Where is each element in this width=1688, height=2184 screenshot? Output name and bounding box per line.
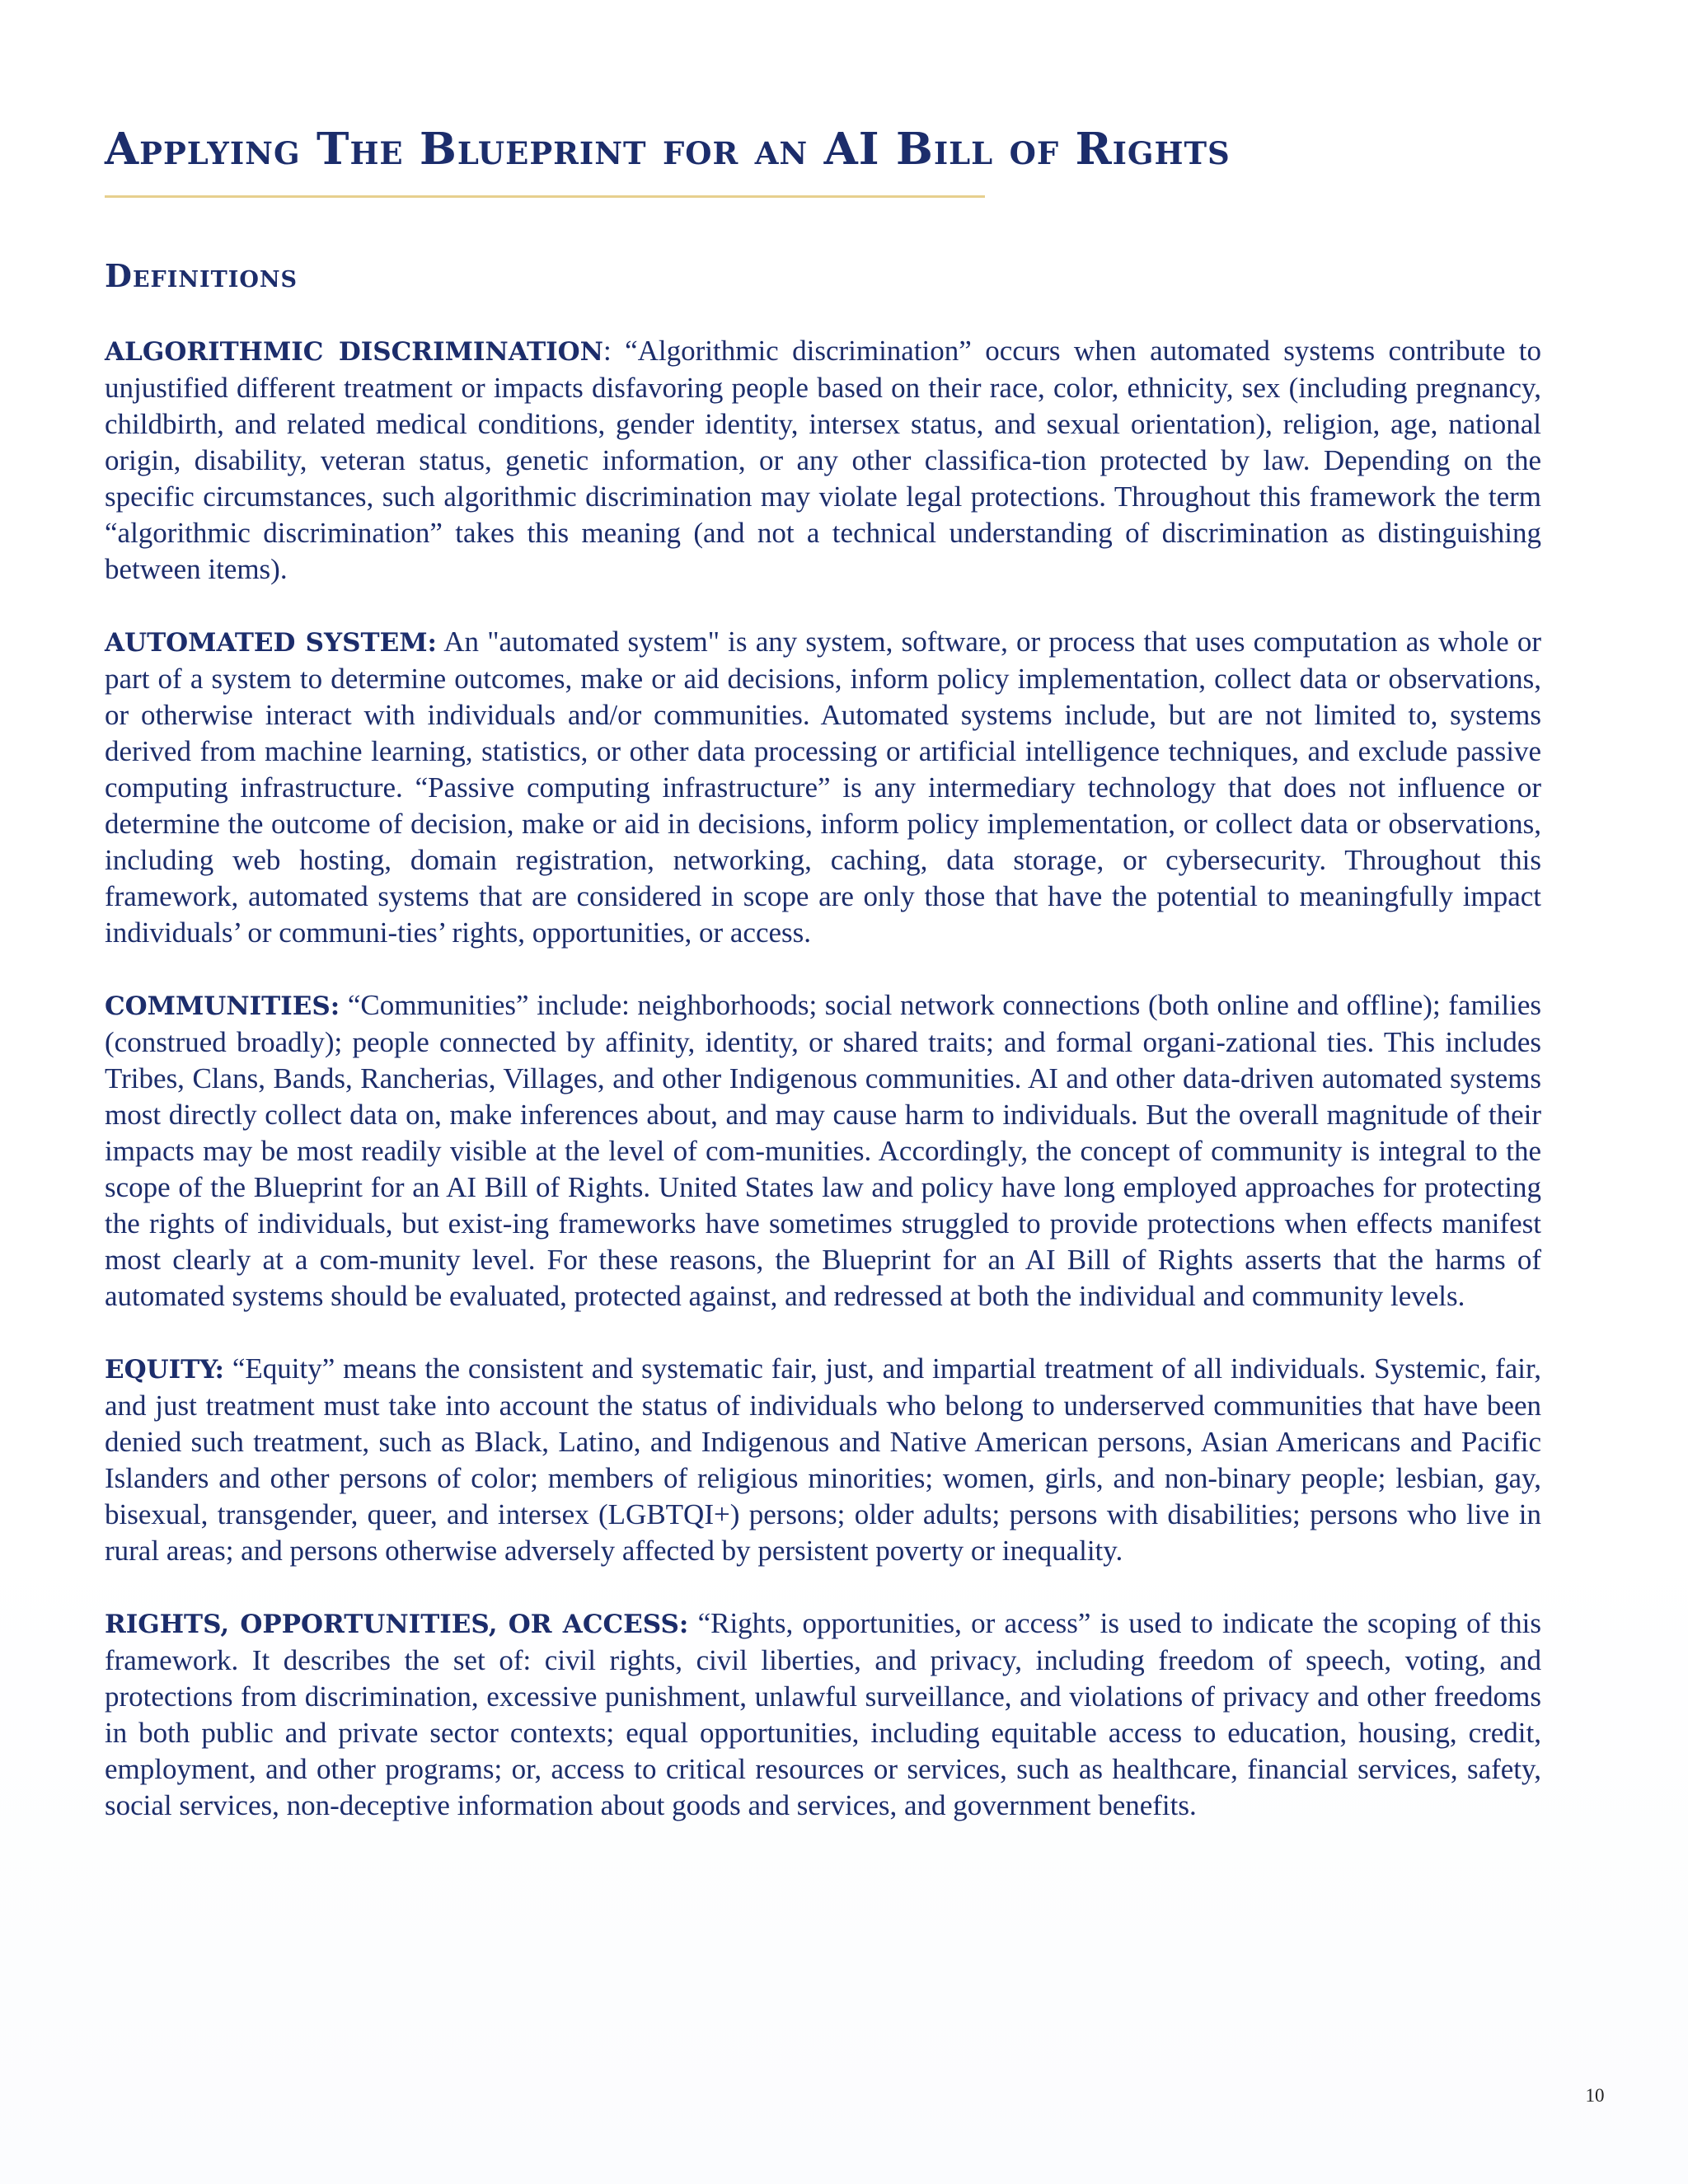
definition-text: “Communities” include: neighborhoods; social network connections (both online and offline); families (construed broadly); people connected by affinity, identity, or shared traits; and formal organi-zational ties. This includes Tribes, Clans, Bands, Rancherias, Villages, and other Indigenous communities. AI and other data-driven automated systems most directly collect data on, make inferences about, and may cause harm to individuals. But the overall magnitude of their impacts may be most readily visible at the level of com-munities. Accordingly, the concept of community is integral to the scope of the Blueprint for an AI Bill of Rights. United States law and policy have long employed approaches for protecting the rights of individuals, but exist-ing frameworks have sometimes struggled to provide protections when effects manifest most clearly at a com-munity level. For these reasons, the Blueprint for an AI Bill of Rights asserts that the harms of automated systems should be evaluated, protected against, and redressed at both the individual and community levels. bbox=[105, 989, 1542, 1312]
definition-automated-system bbox=[105, 624, 1541, 951]
definition-text: “Rights, opportunities, or access” is used to indicate the scoping of this framework. It describes the set of: civil rights, civil liberties, and privacy, including freedom of speech, voting, and protections from discrimination, excessive punishment, unlawful surveillance, and violations of privacy and other freedoms in both public and private sector contexts; equal opportunities, including equitable access to education, housing, credit, employment, and other programs; or, access to critical resources or services, such as healthcare, financial services, safety, social services, non-deceptive information about goods and services, and government benefits. bbox=[105, 1607, 1542, 1821]
title-underline-rule bbox=[105, 195, 985, 198]
definition-term: ALGORITHMIC DISCRIMINATION bbox=[105, 337, 603, 367]
definition-communities bbox=[105, 987, 1541, 1315]
definition-term: COMMUNITIES: bbox=[105, 991, 340, 1021]
page-number: 10 bbox=[1585, 2085, 1605, 2106]
definition-algorithmic-discrimination bbox=[105, 333, 1541, 588]
definition-separator: : bbox=[603, 335, 626, 367]
definition-separator bbox=[340, 989, 348, 1021]
definition-term: AUTOMATED SYSTEM: bbox=[105, 628, 437, 658]
definition-text: “Algorithmic discrimination” occurs when automated systems contribute to unjustified different treatment or impacts disfavoring people based on their race, color, ethnicity, sex (including pregnancy, childbirth, and related medical conditions, gender identity, intersex status, and sexual orientation), religion, age, national origin, disability, veteran status, genetic information, or any other classifica-tion protected by law. Depending on the specific circumstances, such algorithmic discrimination may violate legal protections. Throughout this framework the term “algorithmic discrimination” takes this meaning (and not a technical understanding of discrimination as distinguishing between items). bbox=[105, 335, 1541, 585]
definition-separator bbox=[224, 1352, 232, 1385]
definition-term: RIGHTS, OPPORTUNITIES, OR ACCESS: bbox=[105, 1610, 689, 1639]
definition-separator bbox=[688, 1607, 697, 1639]
definition-equity bbox=[105, 1351, 1541, 1569]
definition-text: “Equity” means the consistent and systematic fair, just, and impartial treatment of all individuals. Systemic, fair, and just treatment must take into account the status of individuals who belong to underserved communities that have been denied such treatment, such as Black, Latino, and Indigenous and Native American persons, Asian Americans and Pacific Islanders and other persons of color; members of religious minorities; women, girls, and non-binary people; lesbian, gay, bisexual, transgender, queer, and intersex (LGBTQI+) persons; older adults; persons with disabilities; persons who live in rural areas; and persons otherwise adversely affected by persistent poverty or inequality. bbox=[105, 1352, 1541, 1567]
page-title: Applying The Blueprint for an AI Bill of Rights bbox=[105, 124, 1231, 175]
definition-term: EQUITY: bbox=[105, 1355, 224, 1385]
definitions-list bbox=[105, 333, 1541, 1860]
section-heading-definitions: Definitions bbox=[105, 257, 298, 294]
definition-rights-opportunities-access bbox=[105, 1605, 1541, 1824]
definition-text: An "automated system" is any system, software, or process that uses computation as whole or part of a system to determine outcomes, make or aid decisions, inform policy implementation, collect data or observations, or otherwise interact with individuals and/or communities. Automated systems include, but are not limited to, systems derived from machine learning, statistics, or other data processing or artificial intelligence techniques, and exclude passive computing infrastructure. “Passive computing infrastructure” is any intermediary technology that does not influence or determine the outcome of decision, make or aid in decisions, inform policy implementation, or collect data or observations, including web hosting, domain registration, networking, caching, data storage, or cybersecurity. Throughout this framework, automated systems that are considered in scope are only those that have the potential to meaningfully impact individuals’ or communi-ties’ rights, opportunities, or access. bbox=[105, 626, 1541, 949]
